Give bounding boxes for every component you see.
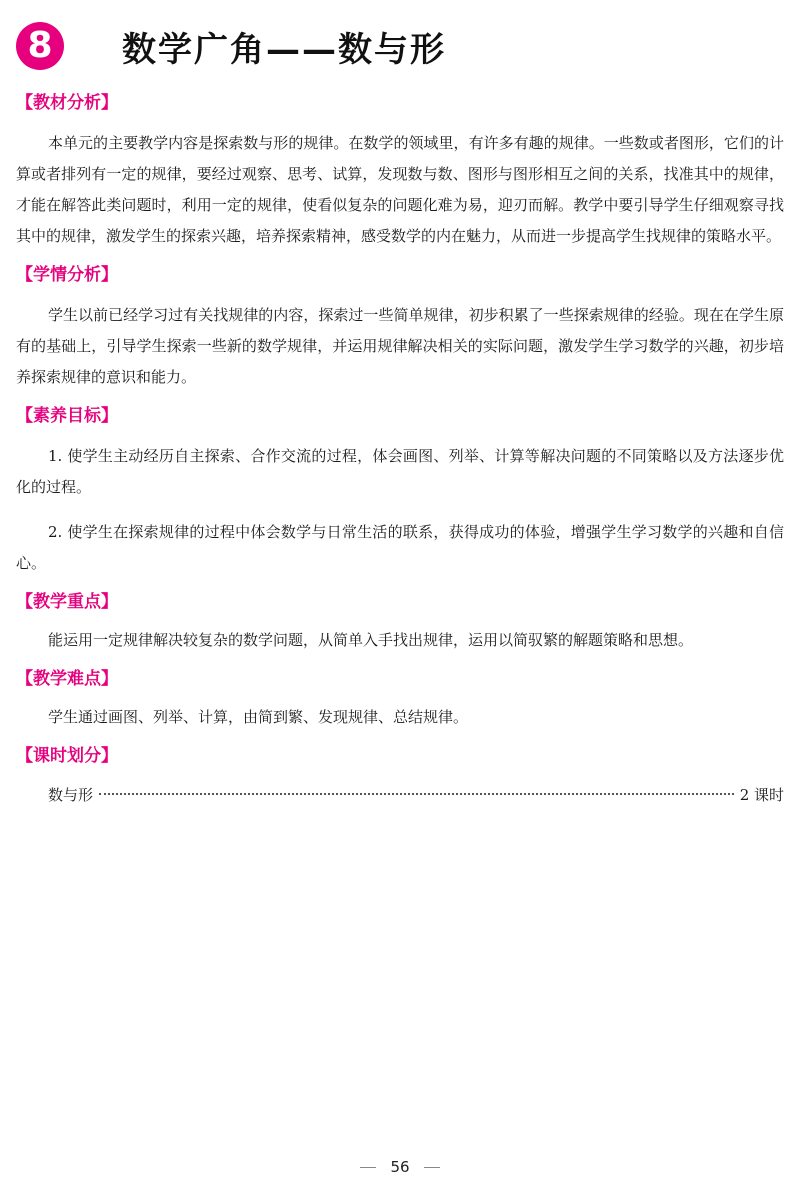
goal-item: 1. 使学生主动经历自主探索、合作交流的过程，体会画图、列举、计算等解决问题的不同策略以及方法逐步优化的过程。 (16, 447, 784, 496)
chapter-number-badge: 8 (16, 22, 64, 70)
paragraph: 学生通过画图、列举、计算，由简到繁、发现规律、总结规律。 (48, 708, 469, 726)
section-key-points (16, 591, 788, 656)
footer-dash-right (424, 1167, 440, 1168)
paragraph: 能运用一定规律解决较复杂的数学问题，从简单入手找出规律，运用以简驭繁的解题策略和思想。 (48, 631, 694, 649)
section-heading: 【素养目标】 (16, 406, 118, 426)
section-heading: 【教材分析】 (16, 93, 118, 113)
section-heading: 【教学重点】 (16, 592, 118, 612)
section-schedule (16, 745, 788, 807)
dot-leader (99, 793, 734, 795)
chapter-header (16, 18, 446, 74)
section-textbook-analysis (16, 92, 788, 252)
section-heading: 【学情分析】 (16, 265, 118, 285)
page-footer (0, 1158, 800, 1176)
section-difficulties (16, 668, 788, 733)
goal-item: 2. 使学生在探索规律的过程中体会数学与日常生活的联系，获得成功的体验，增强学生学习数学的兴趣和自信心。 (16, 523, 784, 572)
lesson-hours: 2 课时 (739, 786, 784, 804)
chapter-title: 数学广角——数与形 (122, 29, 446, 70)
schedule-row (48, 783, 784, 807)
footer-dash-left (360, 1167, 376, 1168)
page-number: 56 (390, 1158, 410, 1176)
paragraph: 本单元的主要教学内容是探索数与形的规律。在数学的领域里，有许多有趣的规律。一些数或者图形，它们的计算或者排列有一定的规律，要经过观察、思考、试算，发现数与数、图形与图形相互之间的关系，找准其中的规律，才能在解答此类问题时，利用一定的规律，使看似复杂的问题化难为易，迎刃而解。教学中要引导学生仔细观察寻找其中的规律，激发学生的探索兴趣，培养探索精神，感受数学的内在魅力，从而进一步提高学生找规律的策略水平。 (16, 134, 784, 245)
section-heading: 【教学难点】 (16, 669, 118, 689)
document-content (16, 92, 788, 807)
lesson-name: 数与形 (48, 786, 94, 804)
section-student-analysis (16, 264, 788, 393)
paragraph: 学生以前已经学习过有关找规律的内容，探索过一些简单规律，初步积累了一些探索规律的经验。现在在学生原有的基础上，引导学生探索一些新的数学规律，并运用规律解决相关的实际问题，激发学生学习数学的兴趣，初步培养探索规律的意识和能力。 (16, 306, 784, 386)
section-heading: 【课时划分】 (16, 746, 118, 766)
section-literacy-goals (16, 405, 788, 579)
